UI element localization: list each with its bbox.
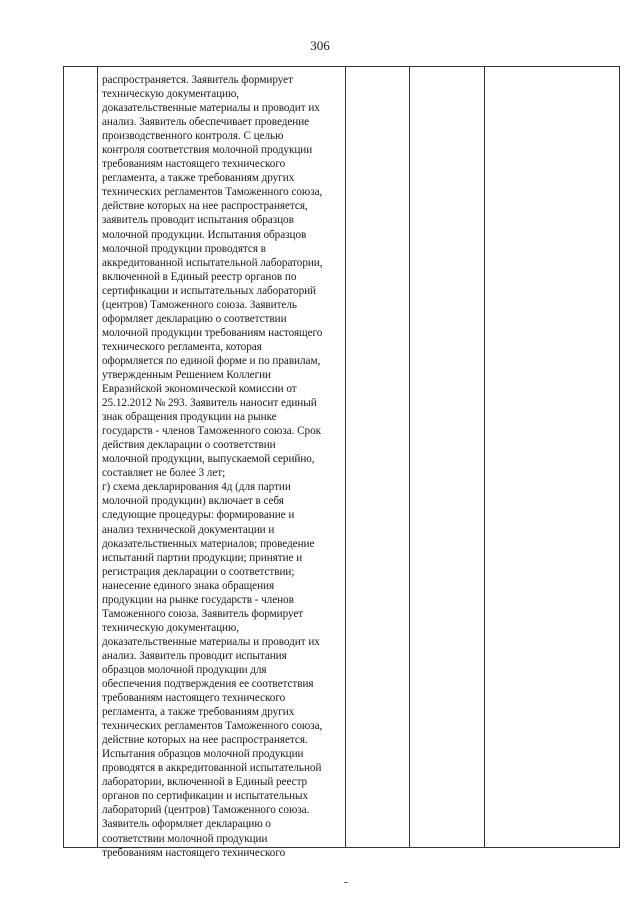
text-line: анализ технической документации и <box>102 523 275 536</box>
text-line: техническую документацию, <box>102 621 240 634</box>
text-line: контроля соответствия молочной продукции <box>102 144 313 157</box>
text-line: молочной продукции) включает в себя <box>102 495 284 508</box>
page-number: 306 <box>310 38 330 53</box>
text-line: доказательственные материалы и проводит их <box>102 635 320 648</box>
text-line: утвержденным Решением Коллегии <box>102 368 271 381</box>
text-line: Испытания образцов молочной продукции <box>102 748 304 761</box>
text-line: органов по сертификации и испытательных <box>102 790 309 803</box>
requirements-text-cell <box>102 73 378 860</box>
text-line: Таможенного союза. Заявитель формирует <box>102 607 304 620</box>
text-line: включенной в Единый реестр органов по <box>102 270 297 283</box>
text-line: оформляет декларацию о соответствии <box>102 312 287 325</box>
text-line: проводятся в аккредитованной испытательной <box>102 762 322 775</box>
text-line: регистрация декларации о соответствии; <box>102 565 295 578</box>
text-line: молочной продукции требованиям настоящего <box>102 326 323 339</box>
text-line: требованиям настоящего технического <box>102 158 286 171</box>
text-line: соответствии молочной продукции <box>102 832 268 845</box>
text-line: молочной продукции проводятся в <box>102 242 266 255</box>
text-line: анализ. Заявитель проводит испытания <box>102 649 287 662</box>
text-line: технических регламентов Таможенного союза, <box>102 186 323 199</box>
text-line: доказательственные материалы и проводит их <box>102 102 320 115</box>
text-line: действия декларации о соответствии <box>102 439 276 452</box>
text-line: регламента, а также требованиям других <box>102 706 295 719</box>
column-divider <box>409 67 410 847</box>
text-line: распространяется. Заявитель формирует <box>102 74 293 86</box>
text-line: молочной продукции. Испытания образцов <box>102 228 307 241</box>
text-line: действие которых на нее распространяется. <box>102 734 308 747</box>
text-line: техническую документацию, <box>102 88 240 101</box>
text-line: оформляется по единой форме и по правилам, <box>102 354 321 367</box>
column-divider <box>97 67 98 847</box>
text-line: г) схема декларирования 4д (для партии <box>102 481 291 494</box>
text-line: сертификации и испытательных лабораторий <box>102 284 316 297</box>
text-line: 25.12.2012 № 293. Заявитель наносит единый <box>102 397 317 410</box>
text-line: требованиям настоящего технического <box>102 692 286 705</box>
text-line: аккредитованной испытательной лаборатории, <box>102 256 323 269</box>
text-line: заявитель проводит испытания образцов <box>102 214 294 227</box>
text-line: образцов молочной продукции для <box>102 663 267 676</box>
scan-mark <box>344 882 348 883</box>
column-divider <box>484 67 485 847</box>
text-line: регламента, а также требованиям других <box>102 172 295 185</box>
text-line: требованиям настоящего технического <box>102 846 286 859</box>
text-line: лабораторий (центров) Таможенного союза. <box>102 804 310 817</box>
document-table <box>63 66 620 859</box>
text-line: государств - членов Таможенного союза. Срок <box>102 425 321 438</box>
text-line: Евразийской экономической комиссии от <box>102 383 297 396</box>
text-line: анализ. Заявитель обеспечивает проведение <box>102 116 310 129</box>
text-line: Заявитель оформляет декларацию о <box>102 818 271 831</box>
text-line: технических регламентов Таможенного союза, <box>102 720 323 733</box>
text-line: продукции на рынке государств - членов <box>102 593 294 606</box>
text-line: испытаний партии продукции; принятие и <box>102 551 303 564</box>
text-line: знак обращения продукции на рынке <box>102 411 277 424</box>
text-line: технического регламента, которая <box>102 340 262 353</box>
text-line: (центров) Таможенного союза. Заявитель <box>102 298 297 311</box>
text-line: следующие процедуры: формирование и <box>102 509 295 522</box>
text-line: лаборатории, включенной в Единый реестр <box>102 776 308 789</box>
text-line: составляет не более 3 лет; <box>102 467 226 480</box>
text-line: обеспечения подтверждения ее соответствия <box>102 678 314 691</box>
text-line: молочной продукции, выпускаемой серийно, <box>102 453 315 466</box>
text-line: доказательственных материалов; проведение <box>102 537 315 550</box>
text-line: производственного контроля. С целью <box>102 130 284 143</box>
text-line: нанесение единого знака обращения <box>102 579 275 592</box>
text-line: действие которых на нее распространяется, <box>102 200 308 213</box>
